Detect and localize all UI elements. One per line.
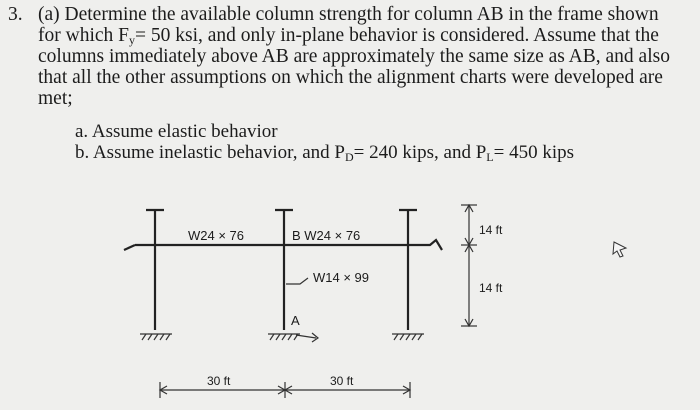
problem-line-1: (a) Determine the available column strength for column AB in the frame shown <box>38 4 659 25</box>
span-left-label: 30 ft <box>207 374 231 388</box>
part-a: a. Assume elastic behavior <box>75 121 278 142</box>
problem-number: 3. <box>8 4 23 25</box>
point-a-label: A <box>291 313 300 328</box>
height-upper-label: 14 ft <box>479 223 503 237</box>
middle-support <box>268 334 300 340</box>
height-lower-label: 14 ft <box>479 281 503 295</box>
part-b: b. Assume inelastic behavior, and $P_D= 240$ kips, and $P_L= 450$ kips <box>75 142 574 164</box>
right-support <box>392 334 424 340</box>
problem-line-5: met; <box>38 88 73 109</box>
span-dimension <box>160 382 410 398</box>
span-right-label: 30 ft <box>330 374 354 388</box>
problem-line-4: that all the other assumptions on which the alignment charts were developed are <box>38 67 663 88</box>
beam-right-label: B W24 × 76 <box>292 228 361 243</box>
left-support <box>140 334 172 340</box>
column-leader <box>286 278 308 284</box>
cursor-icon <box>613 242 626 257</box>
problem-line-2: for which $F_y= 50$ ksi, and only in-plane behavior is considered. Assume that the <box>38 25 659 47</box>
column-label: W14 × 99 <box>313 270 370 285</box>
beam-left-label: W24 × 76 <box>188 228 245 243</box>
problem-line-3: columns immediately above AB are approximately the same size as AB, and also <box>38 46 670 67</box>
height-dimension <box>461 205 477 326</box>
